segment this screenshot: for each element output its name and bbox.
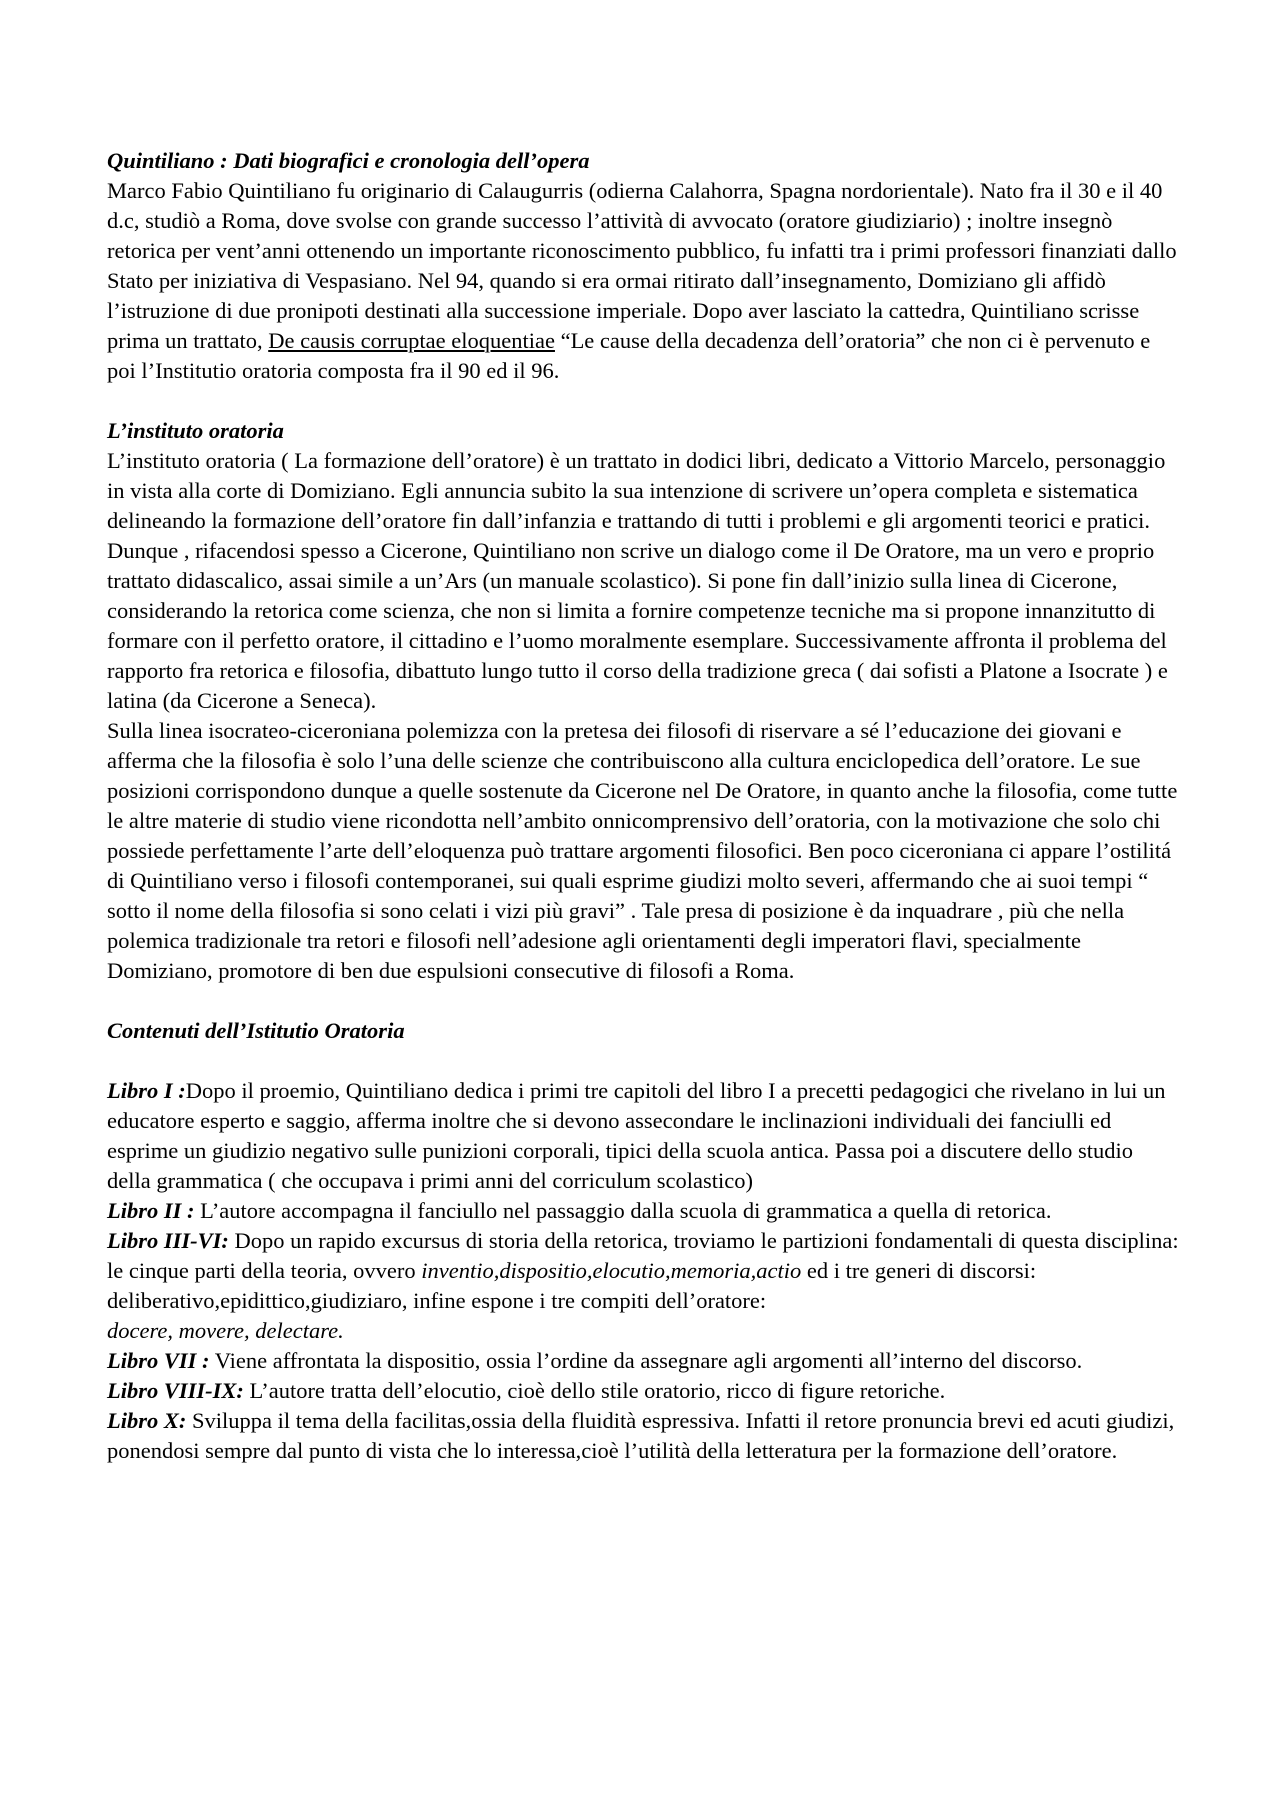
libro-x-item [107,1406,1182,1466]
libro-i-label: Libro I : [107,1078,186,1103]
libro-iii-vi-latin-line: docere, movere, delectare. [107,1318,344,1343]
libro-viii-ix-text: L’autore tratta dell’elocutio, cioè dello stile oratorio, ricco di figure retoriche. [243,1378,946,1403]
libro-x-label: Libro X: [107,1408,187,1433]
libro-vii-text: Viene affrontata la dispositio, ossia l’ordine da assegnare agli argomenti all’interno del discorso. [209,1348,1083,1373]
biography-paragraph [107,176,1182,386]
libro-ii-item [107,1196,1182,1226]
section-heading-instituto-oratoria: L’instituto oratoria [107,418,284,443]
libro-viii-ix-item [107,1376,1182,1406]
libro-iii-vi-text-2: ed i tre generi di discorsi: deliberativo,epidittico,giudiziaro, infine espone i tre compiti dell’oratore: [107,1258,1037,1313]
libro-ii-text: L’autore accompagna il fanciullo nel passaggio dalla scuola di grammatica a quella di retorica. [194,1198,1052,1223]
libro-viii-ix-label: Libro VIII-IX: [107,1378,244,1403]
libro-vii-label: Libro VII : [107,1348,210,1373]
libro-i-text: Dopo il proemio, Quintiliano dedica i primi tre capitoli del libro I a precetti pedagogici che rivelano in lui un educatore esperto e saggio, afferma inoltre che si devono assecondare le inclinazioni individuali dei fanciulli ed esprime un giudizio negativo sulle punizioni corporali, tipici della scuola antica. Passa poi a discutere dello studio della grammatica ( che occupava i primi anni del corriculum scolastico) [107,1078,1166,1193]
libro-iii-vi-latin-terms: inventio,dispositio,elocutio,memoria,actio [421,1258,802,1283]
libro-vii-item [107,1346,1182,1376]
section-heading-biography: Quintiliano : Dati biografici e cronologia dell’opera [107,148,590,173]
biography-text-run-2: “Le cause della decadenza dell’oratoria” che non ci è pervenuto e poi l’Institutio oratoria composta fra il 90 ed il 96. [107,328,1151,383]
underlined-latin-title: De causis corruptae eloquentiae [268,328,555,353]
libro-iii-vi-item [107,1226,1182,1346]
biography-text-run-1: Marco Fabio Quintiliano fu originario di Calaugurris (odierna Calahorra, Spagna nordorientale). Nato fra il 30 e il 40 d.c, studiò a Roma, dove svolse con grande successo l’attività di avvocato (oratore giudiziario) ; inoltre insegnò retorica per vent’anni ottenendo un importante riconoscimento pubblico, fu infatti tra i primi professori finanziati dallo Stato per iniziativa di Vespasiano. Nel 94, quando si era ormai ritirato dall’insegnamento, Domiziano gli affidò l’istruzione di due pronipoti destinati alla successione imperiale. Dopo aver lasciato la cattedra, Quintiliano scrisse prima un trattato, [107,178,1177,353]
libro-ii-label: Libro II : [107,1198,195,1223]
libro-i-item [107,1076,1182,1196]
libro-iii-vi-text-1: Dopo un rapido excursus di storia della retorica, troviamo le partizioni fondamentali di questa disciplina: le cinque parti della teoria, ovvero [107,1228,1179,1283]
instituto-paragraph-2: Sulla linea isocrateo-ciceroniana polemizza con la pretesa dei filosofi di riservare a sé l’educazione dei giovani e afferma che la filosofia è solo l’una delle scienze che contribuiscono alla cultura enciclopedica dell’oratore. Le sue posizioni corrispondono dunque a quelle sostenute da Cicerone nel De Oratore, in quanto anche la filosofia, come tutte le altre materie di studio viene ricondotta nell’ambito onnicomprensivo dell’oratoria, con la motivazione che solo chi possiede perfettamente l’arte dell’eloquenza può trattare argomenti filosofici. Ben poco ciceroniana ci appare l’ostilitá di Quintiliano verso i filosofi contemporanei, sui quali esprime giudizi molto severi, affermando che ai suoi tempi “ sotto il nome della filosofia si sono celati i vizi più gravi” . Tale presa di posizione è da inquadrare , più che nella polemica tradizionale tra retori e filosofi nell’adesione agli orientamenti degli imperatori flavi, specialmente Domiziano, promotore di ben due espulsioni consecutive di filosofi a Roma. [107,718,1178,983]
libro-x-text: Sviluppa il tema della facilitas,ossia della fluidità espressiva. Infatti il retore pronuncia brevi ed acuti giudizi, ponendosi sempre dal punto di vista che lo interessa,cioè l’utilità della letteratura per la formazione dell’oratore. [107,1408,1175,1463]
section-heading-contenuti: Contenuti dell’Istitutio Oratoria [107,1018,405,1043]
libro-iii-vi-label: Libro III-VI: [107,1228,229,1253]
instituto-paragraph-1: L’instituto oratoria ( La formazione dell’oratore) è un trattato in dodici libri, dedicato a Vittorio Marcelo, personaggio in vista alla corte di Domiziano. Egli annuncia subito la sua intenzione di scrivere un’opera completa e sistematica delineando la formazione dell’oratore fin dall’infanzia e trattando di tutti i problemi e gli argomenti teorici e pratici. Dunque , rifacendosi spesso a Cicerone, Quintiliano non scrive un dialogo come il De Oratore, ma un vero e proprio trattato didascalico, assai simile a un’Ars (un manuale scolastico). Si pone fin dall’inizio sulla linea di Cicerone, considerando la retorica come scienza, che non si limita a fornire competenze tecniche ma si propone innanzitutto di formare con il perfetto oratore, il cittadino e l’uomo moralmente esemplare. Successivamente affronta il problema del rapporto fra retorica e filosofia, dibattuto lungo tutto il corso della tradizione greca ( dai sofisti a Platone a Isocrate ) e latina (da Cicerone a Seneca). [107,448,1168,713]
